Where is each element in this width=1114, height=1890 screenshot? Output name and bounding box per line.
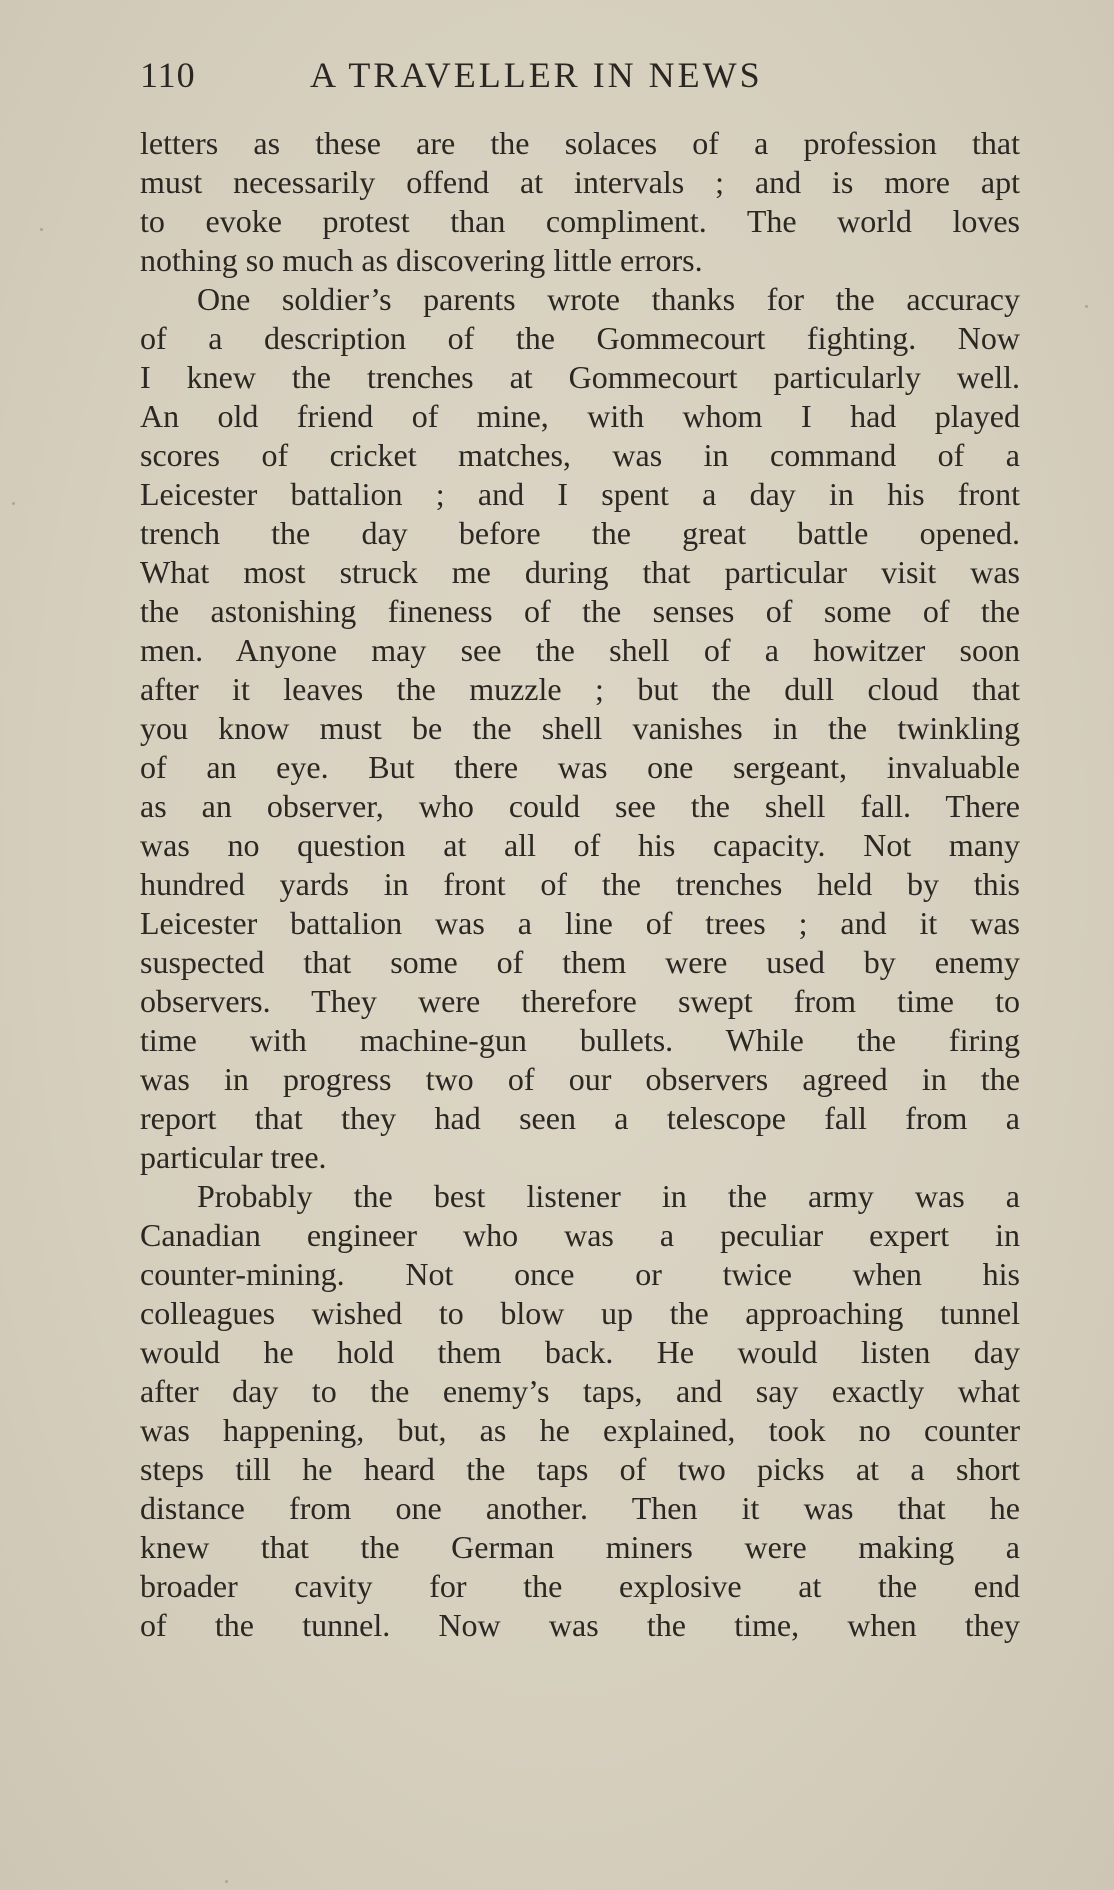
text-line: to evoke protest than compliment. The world loves [140, 203, 1020, 239]
text-line: suspected that some of them were used by enemy [140, 944, 1020, 980]
text-line: of the tunnel. Now was the time, when they [140, 1607, 1020, 1643]
text-line: I knew the trenches at Gommecourt particularly well. [140, 359, 1020, 395]
paper-speck [1085, 305, 1088, 308]
text-line: knew that the German miners were making a [140, 1529, 1020, 1565]
text-line: Probably the best listener in the army was a [197, 1178, 1020, 1214]
paper-speck [40, 228, 43, 231]
text-line: time with machine-gun bullets. While the firing [140, 1022, 1020, 1058]
text-line: nothing so much as discovering little errors. [140, 242, 703, 278]
text-line: report that they had seen a telescope fall from a [140, 1100, 1020, 1136]
text-line: distance from one another. Then it was that he [140, 1490, 1020, 1526]
text-line: must necessarily offend at intervals ; and is more apt [140, 164, 1020, 200]
body-text [140, 124, 1020, 1645]
text-line: colleagues wished to blow up the approaching tunnel [140, 1295, 1020, 1331]
text-line: What most struck me during that particular visit was [140, 554, 1020, 590]
text-line: of an eye. But there was one sergeant, invaluable [140, 749, 1020, 785]
page-header [140, 54, 880, 104]
text-line: men. Anyone may see the shell of a howitzer soon [140, 632, 1020, 668]
text-line: as an observer, who could see the shell fall. There [140, 788, 1020, 824]
text-line: broader cavity for the explosive at the end [140, 1568, 1020, 1604]
text-line: you know must be the shell vanishes in the twinkling [140, 710, 1020, 746]
text-line: One soldier’s parents wrote thanks for the accuracy [197, 281, 1020, 317]
text-line: hundred yards in front of the trenches held by this [140, 866, 1020, 902]
text-line: after it leaves the muzzle ; but the dull cloud that [140, 671, 1020, 707]
text-line: trench the day before the great battle opened. [140, 515, 1020, 551]
running-title: A TRAVELLER IN NEWS [310, 55, 763, 95]
text-line: An old friend of mine, with whom I had played [140, 398, 1020, 434]
text-line: steps till he heard the taps of two picks at a short [140, 1451, 1020, 1487]
text-line: was no question at all of his capacity. Not many [140, 827, 1020, 863]
text-line: Leicester battalion ; and I spent a day in his front [140, 476, 1020, 512]
text-line: was happening, but, as he explained, took no counter [140, 1412, 1020, 1448]
text-line: after day to the enemy’s taps, and say exactly what [140, 1373, 1020, 1409]
text-line: observers. They were therefore swept from time to [140, 983, 1020, 1019]
text-line: letters as these are the solaces of a profession that [140, 125, 1020, 161]
text-line: particular tree. [140, 1139, 327, 1175]
text-line: scores of cricket matches, was in command of a [140, 437, 1020, 473]
text-line: the astonishing fineness of the senses of some of the [140, 593, 1020, 629]
paper-speck [225, 1880, 228, 1883]
text-line: counter-mining. Not once or twice when his [140, 1256, 1020, 1292]
text-line: would he hold them back. He would listen day [140, 1334, 1020, 1370]
text-line: of a description of the Gommecourt fighting. Now [140, 320, 1020, 356]
text-line: was in progress two of our observers agreed in the [140, 1061, 1020, 1097]
page-number: 110 [140, 55, 196, 95]
text-line: Canadian engineer who was a peculiar expert in [140, 1217, 1020, 1253]
paper-speck [12, 502, 15, 505]
text-line: Leicester battalion was a line of trees ; and it was [140, 905, 1020, 941]
